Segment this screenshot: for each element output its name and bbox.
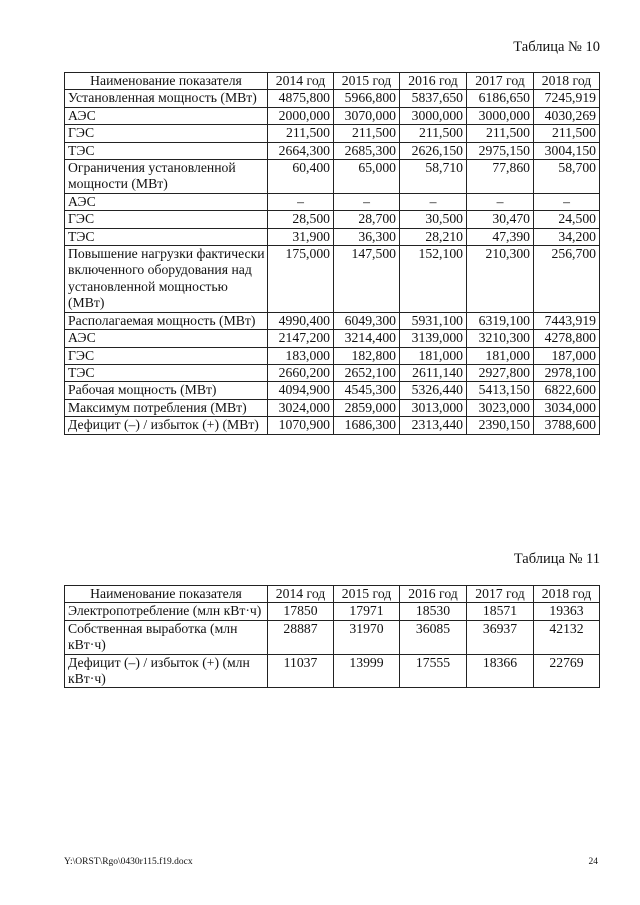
table-10-cell-2015: 211,500 xyxy=(334,125,400,142)
table-11-cell-2017: 18366 xyxy=(467,654,534,688)
table-10-row xyxy=(65,211,600,228)
table-10-cell-2016: 211,500 xyxy=(400,125,467,142)
table-10-cell-2017: 3210,300 xyxy=(467,330,534,347)
table-10-cell-2018: 7443,919 xyxy=(534,312,600,329)
table-10-row xyxy=(65,364,600,381)
table-11-header-2014: 2014 год xyxy=(268,586,334,603)
table-10-cell-2016: 30,500 xyxy=(400,211,467,228)
table-10-row xyxy=(65,90,600,107)
table-10-row-label: Ограничения установленной мощности (МВт) xyxy=(65,160,268,194)
table-11-row-label: Электропотребление (млн кВт·ч) xyxy=(65,603,268,620)
table-10-row xyxy=(65,125,600,142)
table-11-row xyxy=(65,654,600,688)
table-10-cell-2014: 3024,000 xyxy=(268,399,334,416)
table-10-cell-2014: 2000,000 xyxy=(268,107,334,124)
table-10-cell-2015: 182,800 xyxy=(334,347,400,364)
table-10-row xyxy=(65,417,600,434)
table-11-row xyxy=(65,603,600,620)
table-11-header-name: Наименование показателя xyxy=(65,586,268,603)
table-10-cell-2017: 3023,000 xyxy=(467,399,534,416)
table-10-cell-2017: 2975,150 xyxy=(467,142,534,159)
table-10-cell-2014: – xyxy=(268,193,334,210)
table-10-cell-2015: 4545,300 xyxy=(334,382,400,399)
table-10-cell-2015: 3070,000 xyxy=(334,107,400,124)
table-10-cell-2018: 6822,600 xyxy=(534,382,600,399)
table-10-cell-2018: 256,700 xyxy=(534,246,600,313)
table-10-row-label: ГЭС xyxy=(65,347,268,364)
table-10-cell-2014: 4875,800 xyxy=(268,90,334,107)
table-11-cell-2015: 31970 xyxy=(334,620,400,654)
table-10-row xyxy=(65,142,600,159)
table-10-cell-2014: 1070,900 xyxy=(268,417,334,434)
table-10-cell-2014: 31,900 xyxy=(268,228,334,245)
table-10-cell-2017: 47,390 xyxy=(467,228,534,245)
table-10-cell-2017: 6319,100 xyxy=(467,312,534,329)
table-11-cell-2016: 18530 xyxy=(400,603,467,620)
table-10-cell-2017: 3000,000 xyxy=(467,107,534,124)
footer-page-number: 24 xyxy=(588,857,598,867)
table-11-header-2017: 2017 год xyxy=(467,586,534,603)
table-10-row xyxy=(65,382,600,399)
table-10-row-label: АЭС xyxy=(65,330,268,347)
table-10-row xyxy=(65,330,600,347)
table-10-cell-2017: 5413,150 xyxy=(467,382,534,399)
table-10-cell-2016: 3013,000 xyxy=(400,399,467,416)
table-11-cell-2018: 19363 xyxy=(534,603,600,620)
table-11-cell-2016: 36085 xyxy=(400,620,467,654)
table-10-row-label: Рабочая мощность (МВт) xyxy=(65,382,268,399)
table-10-cell-2018: 3788,600 xyxy=(534,417,600,434)
table-10-row xyxy=(65,347,600,364)
table-10-cell-2015: 65,000 xyxy=(334,160,400,194)
table-10-row xyxy=(65,160,600,194)
table-10-cell-2015: 2859,000 xyxy=(334,399,400,416)
table-10-cell-2018: 24,500 xyxy=(534,211,600,228)
table-10-row-label: Дефицит (–) / избыток (+) (МВт) xyxy=(65,417,268,434)
table-10-cell-2017: 211,500 xyxy=(467,125,534,142)
table-10-row-label: Установленная мощность (МВт) xyxy=(65,90,268,107)
table-10 xyxy=(64,72,600,435)
table-11-cell-2015: 13999 xyxy=(334,654,400,688)
table-11-header-2015: 2015 год xyxy=(334,586,400,603)
table-10-row xyxy=(65,312,600,329)
table-11-cell-2014: 17850 xyxy=(268,603,334,620)
table-11-header-2018: 2018 год xyxy=(534,586,600,603)
table-10-cell-2014: 60,400 xyxy=(268,160,334,194)
table-10-header-row xyxy=(65,73,600,90)
table-10-row-label: АЭС xyxy=(65,193,268,210)
table-11-cell-2014: 11037 xyxy=(268,654,334,688)
footer-file-path: Y:\ORST\Rgo\0430r115.f19.docx xyxy=(64,857,193,867)
table-11-row xyxy=(65,620,600,654)
table-11-body xyxy=(65,603,600,688)
table-10-row-label: ТЭС xyxy=(65,228,268,245)
table-10-header-2016: 2016 год xyxy=(400,73,467,90)
table-10-cell-2016: 5837,650 xyxy=(400,90,467,107)
table-11-row-label: Дефицит (–) / избыток (+) (млн кВт·ч) xyxy=(65,654,268,688)
table-11-cell-2017: 36937 xyxy=(467,620,534,654)
table-10-cell-2017: 181,000 xyxy=(467,347,534,364)
table-10-header-2017: 2017 год xyxy=(467,73,534,90)
table-10-header-2015: 2015 год xyxy=(334,73,400,90)
table-11-cell-2017: 18571 xyxy=(467,603,534,620)
table-10-row-label: ТЭС xyxy=(65,142,268,159)
table-10-cell-2014: 28,500 xyxy=(268,211,334,228)
table-10-cell-2017: 77,860 xyxy=(467,160,534,194)
table-10-cell-2018: 3004,150 xyxy=(534,142,600,159)
table-10-cell-2015: – xyxy=(334,193,400,210)
table-10-cell-2016: 5931,100 xyxy=(400,312,467,329)
table-10-row-label: Повышение нагрузки фактически включенного оборудования над установленной мощностью (МВт) xyxy=(65,246,268,313)
table-10-cell-2017: 210,300 xyxy=(467,246,534,313)
table-10-cell-2017: 2390,150 xyxy=(467,417,534,434)
table-10-cell-2016: 181,000 xyxy=(400,347,467,364)
table-10-header-name: Наименование показателя xyxy=(65,73,268,90)
table-10-row-label: Максимум потребления (МВт) xyxy=(65,399,268,416)
table-10-cell-2014: 2664,300 xyxy=(268,142,334,159)
table-10-cell-2014: 183,000 xyxy=(268,347,334,364)
table-10-row xyxy=(65,399,600,416)
table-10-cell-2018: 7245,919 xyxy=(534,90,600,107)
table-10-cell-2014: 4094,900 xyxy=(268,382,334,399)
table-10-cell-2016: 3000,000 xyxy=(400,107,467,124)
table-10-cell-2016: 3139,000 xyxy=(400,330,467,347)
table-10-cell-2017: – xyxy=(467,193,534,210)
table-10-cell-2018: 58,700 xyxy=(534,160,600,194)
table-10-caption: Таблица № 10 xyxy=(513,39,600,55)
table-10-row xyxy=(65,228,600,245)
table-11-cell-2018: 42132 xyxy=(534,620,600,654)
table-11 xyxy=(64,585,600,688)
table-10-row xyxy=(65,246,600,313)
table-10-cell-2015: 5966,800 xyxy=(334,90,400,107)
table-10-cell-2016: 2611,140 xyxy=(400,364,467,381)
table-10-cell-2015: 3214,400 xyxy=(334,330,400,347)
table-10-cell-2018: – xyxy=(534,193,600,210)
table-10-cell-2014: 175,000 xyxy=(268,246,334,313)
table-10-row xyxy=(65,193,600,210)
table-11-cell-2014: 28887 xyxy=(268,620,334,654)
table-10-header-2014: 2014 год xyxy=(268,73,334,90)
table-10-body xyxy=(65,90,600,434)
table-10-cell-2016: 152,100 xyxy=(400,246,467,313)
table-11-header-row xyxy=(65,586,600,603)
table-10-cell-2016: 28,210 xyxy=(400,228,467,245)
table-10-cell-2015: 2652,100 xyxy=(334,364,400,381)
table-10-cell-2017: 2927,800 xyxy=(467,364,534,381)
table-10-cell-2015: 2685,300 xyxy=(334,142,400,159)
table-10-row-label: ТЭС xyxy=(65,364,268,381)
table-10-row xyxy=(65,107,600,124)
table-10-row-label: ГЭС xyxy=(65,211,268,228)
table-10-cell-2016: 5326,440 xyxy=(400,382,467,399)
table-10-cell-2016: 58,710 xyxy=(400,160,467,194)
table-11-row-label: Собственная выработка (млн кВт·ч) xyxy=(65,620,268,654)
table-10-header-2018: 2018 год xyxy=(534,73,600,90)
table-10-row-label: ГЭС xyxy=(65,125,268,142)
table-10-cell-2014: 2147,200 xyxy=(268,330,334,347)
table-10-cell-2015: 36,300 xyxy=(334,228,400,245)
table-10-cell-2018: 3034,000 xyxy=(534,399,600,416)
table-10-cell-2015: 6049,300 xyxy=(334,312,400,329)
table-10-cell-2016: 2313,440 xyxy=(400,417,467,434)
table-10-cell-2017: 6186,650 xyxy=(467,90,534,107)
table-10-cell-2014: 4990,400 xyxy=(268,312,334,329)
table-11-caption: Таблица № 11 xyxy=(513,551,600,567)
table-11-cell-2016: 17555 xyxy=(400,654,467,688)
table-10-row-label: Располагаемая мощность (МВт) xyxy=(65,312,268,329)
table-10-row-label: АЭС xyxy=(65,107,268,124)
table-10-cell-2018: 187,000 xyxy=(534,347,600,364)
table-10-cell-2018: 211,500 xyxy=(534,125,600,142)
table-10-cell-2015: 28,700 xyxy=(334,211,400,228)
table-10-cell-2015: 147,500 xyxy=(334,246,400,313)
table-10-cell-2018: 2978,100 xyxy=(534,364,600,381)
table-10-cell-2018: 34,200 xyxy=(534,228,600,245)
table-10-cell-2014: 211,500 xyxy=(268,125,334,142)
table-10-cell-2016: 2626,150 xyxy=(400,142,467,159)
table-10-cell-2016: – xyxy=(400,193,467,210)
table-10-cell-2014: 2660,200 xyxy=(268,364,334,381)
table-10-cell-2018: 4278,800 xyxy=(534,330,600,347)
table-11-header-2016: 2016 год xyxy=(400,586,467,603)
table-10-cell-2018: 4030,269 xyxy=(534,107,600,124)
table-11-cell-2018: 22769 xyxy=(534,654,600,688)
table-11-cell-2015: 17971 xyxy=(334,603,400,620)
table-10-cell-2017: 30,470 xyxy=(467,211,534,228)
table-10-cell-2015: 1686,300 xyxy=(334,417,400,434)
